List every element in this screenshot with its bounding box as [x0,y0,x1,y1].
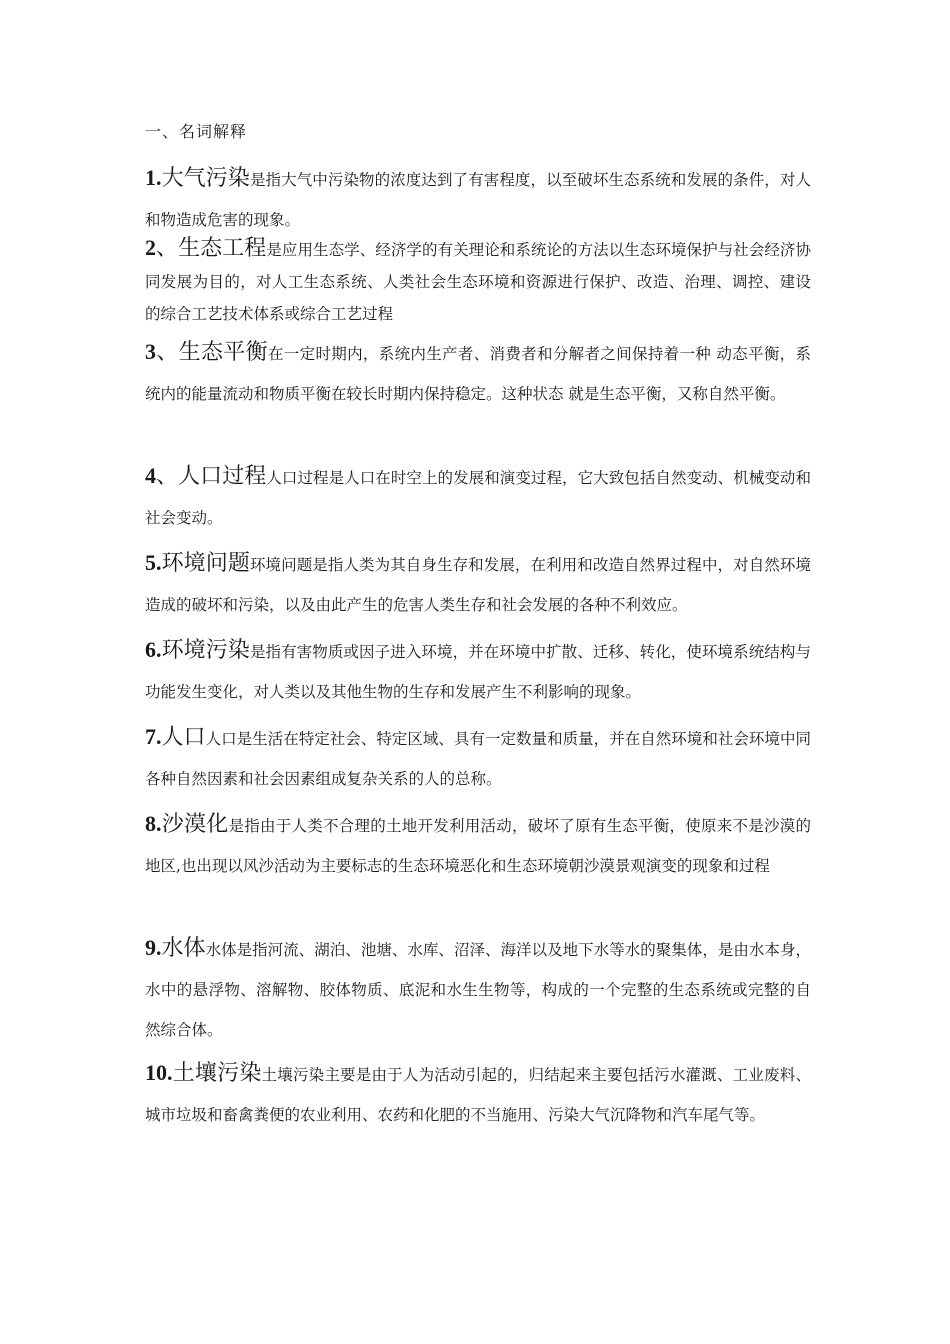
entry-10-term [145,1061,262,1086]
entry-8-term-text: 沙漠化 [161,812,229,837]
entry-10-soil-pollution [145,1055,811,1135]
entry-6-number: 6. [145,637,162,662]
entry-1-term [145,166,250,191]
entry-5-number: 5. [145,550,162,575]
entry-9-term [145,936,206,961]
entry-2-ecological-engineering [145,234,811,330]
entry-10-term-text: 土壤污染 [172,1061,262,1086]
entry-4-population-process [145,458,811,538]
entry-8-number: 8. [145,811,162,836]
entry-5-environmental-problems [145,545,811,625]
entry-9-number: 9. [145,935,162,960]
entry-4-number: 4 [145,463,156,488]
entry-1-number: 1. [145,165,162,190]
entry-2-separator: 、 [156,236,179,261]
entry-1-air-pollution [145,160,811,240]
entry-4-definition: 人口过程是人口在时空上的发展和演变过程，它大致包括自然变动、机械变动和社会变动。 [145,469,811,527]
entry-2-term-text: 生态工程 [178,236,267,261]
entry-3-number: 3 [145,339,156,364]
entry-9-water-body [145,930,811,1050]
entry-1-term-text: 大气污染 [161,166,250,191]
entry-6-environmental-pollution [145,632,811,712]
entry-1-definition: 是指大气中污染物的浓度达到了有害程度，以至破坏生态系统和发展的条件，对人和物造成危害的现象。 [145,171,811,229]
entry-9-term-text: 水体 [161,936,206,961]
entry-3-separator: 、 [156,340,179,365]
entry-7-term [145,725,206,750]
entry-8-desertification [145,806,811,886]
entry-5-term-text: 环境问题 [161,551,250,576]
entry-7-definition: 人口是生活在特定社会、特定区域、具有一定数量和质量，并在自然环境和社会环境中同各种自然因素和社会因素组成复杂关系的人的总称。 [145,730,811,788]
entry-8-definition: 是指由于人类不合理的土地开发利用活动，破坏了原有生态平衡，使原来不是沙漠的地区,也出现以风沙活动为主要标志的生态环境恶化和生态环境朝沙漠景观演变的现象和过程 [145,817,811,875]
entry-6-definition: 是指有害物质或因子进入环境，并在环境中扩散、迁移、转化，使环境系统结构与功能发生变化，对人类以及其他生物的生存和发展产生不利影响的现象。 [145,643,811,701]
entry-9-definition: 水体是指河流、湖泊、池塘、水库、沼泽、海洋以及地下水等水的聚集体，是由水本身，水中的悬浮物、溶解物、胶体物质、底泥和水生生物等，构成的一个完整的生态系统或完整的自然综合体。 [145,941,811,1039]
entry-4-separator: 、 [156,464,179,489]
section-heading: 一、名词解释 [145,122,248,141]
entry-7-term-text: 人口 [161,725,206,750]
entry-2-term [145,236,266,261]
entry-4-term [145,464,266,489]
entry-2-definition: 是应用生态学、经济学的有关理论和系统论的方法以生态环境保护与社会经济协同发展为目的，对人工生态系统、人类社会生态环境和资源进行保护、改造、治理、调控、建设的综合工艺技术体系或综合工艺过程 [145,241,811,323]
entry-3-ecological-balance [145,334,811,414]
entry-4-term-text: 人口过程 [178,464,267,489]
entry-2-number: 2 [145,235,156,260]
entry-7-population [145,719,811,799]
entry-6-term [145,638,250,663]
entry-3-definition: 在一定时期内，系统内生产者、消费者和分解者之间保持着一种 动态平衡，系统内的能量流动和物质平衡在较长时期内保持稳定。这种状态 就是生态平衡，又称自然平衡。 [145,345,811,403]
entry-6-term-text: 环境污染 [161,638,250,663]
entry-8-term [145,812,229,837]
entry-10-number: 10. [145,1060,173,1085]
entry-10-definition: 土壤污染主要是由于人为活动引起的，归结起来主要包括污水灌溉、工业废料、城市垃圾和畜禽粪便的农业利用、农药和化肥的不当施用、污染大气沉降物和汽车尾气等。 [145,1066,811,1124]
entry-5-definition: 环境问题是指人类为其自身生存和发展，在利用和改造自然界过程中，对自然环境造成的破坏和污染，以及由此产生的危害人类生存和社会发展的各种不利效应。 [145,556,811,614]
entry-5-term [145,551,250,576]
entry-7-number: 7. [145,724,162,749]
entry-3-term [145,340,268,365]
entry-3-term-text: 生态平衡 [178,340,268,365]
